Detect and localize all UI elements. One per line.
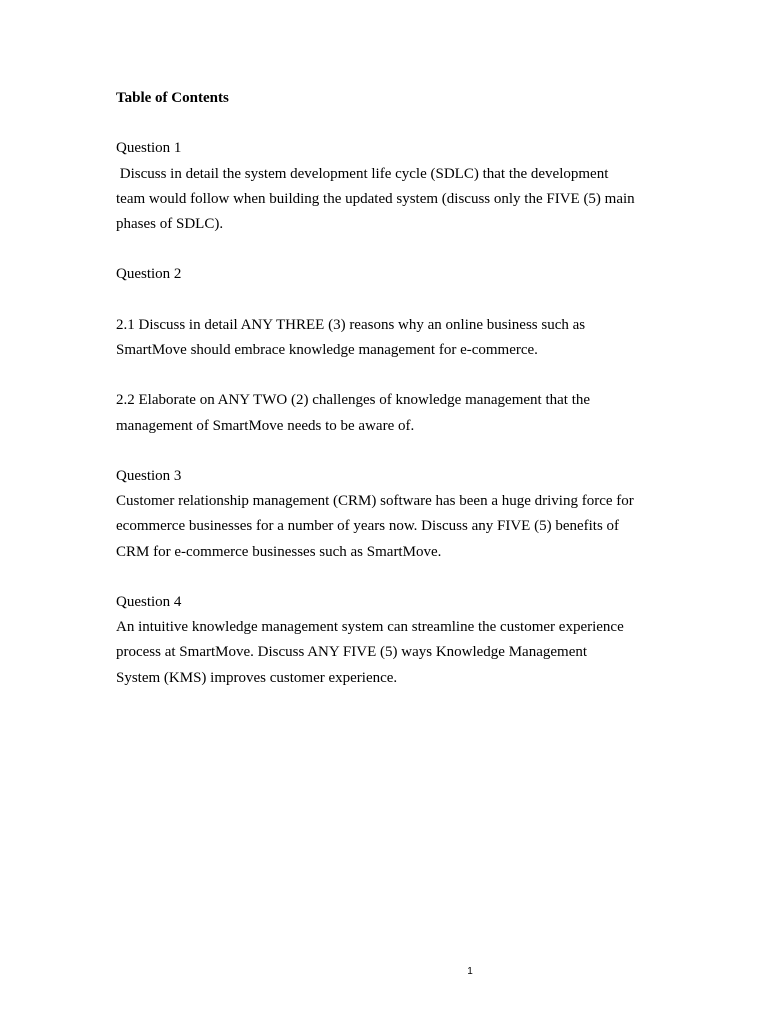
question-4-text-line: An intuitive knowledge management system can streamline the customer experience [116,619,624,636]
question-2-1-text-line: 2.1 Discuss in detail ANY THREE (3) reasons why an online business such as [116,316,586,333]
document-body [116,86,676,691]
spacer [116,288,676,313]
question-3-text-line: Customer relationship management (CRM) software has been a huge driving force for [116,493,634,510]
question-2-2-text-line: 2.2 Elaborate on ANY TWO (2) challenges of knowledge management that the [116,392,591,409]
question-2-1 [116,313,676,363]
spacer [116,237,676,262]
question-3-section [116,464,676,565]
question-2-1-text-line: SmartMove should embrace knowledge management for e-commerce. [116,341,538,358]
question-2-section [116,262,676,438]
question-2-2 [116,388,676,438]
spacer [116,111,676,136]
question-2-heading: Question 2 [116,266,182,283]
page-number: 1 [467,966,473,977]
question-1-text-line: Discuss in detail the system development life cycle (SDLC) that the development [116,165,609,182]
question-1-text-line: phases of SDLC). [116,216,224,232]
question-1-section [116,136,676,237]
spacer [116,439,676,464]
question-2-2-text-line: management of SmartMove needs to be aware of. [116,417,415,434]
spacer [116,363,676,388]
question-4-heading: Question 4 [116,593,182,610]
question-1-heading: Question 1 [116,140,182,157]
question-3-text-line: ecommerce businesses for a number of years now. Discuss any FIVE (5) benefits of [116,518,620,535]
question-4-text-line: process at SmartMove. Discuss ANY FIVE (5) ways Knowledge Management [116,644,588,661]
toc-title: Table of Contents [116,90,229,106]
question-3-text-line: CRM for e-commerce businesses such as SmartMove. [116,543,442,560]
question-3-heading: Question 3 [116,467,182,484]
spacer [116,565,676,590]
question-4-text-line: System (KMS) improves customer experience. [116,669,398,686]
question-4-section [116,590,676,691]
question-1-text-line: team would follow when building the updated system (discuss only the FIVE (5) main [116,190,635,207]
